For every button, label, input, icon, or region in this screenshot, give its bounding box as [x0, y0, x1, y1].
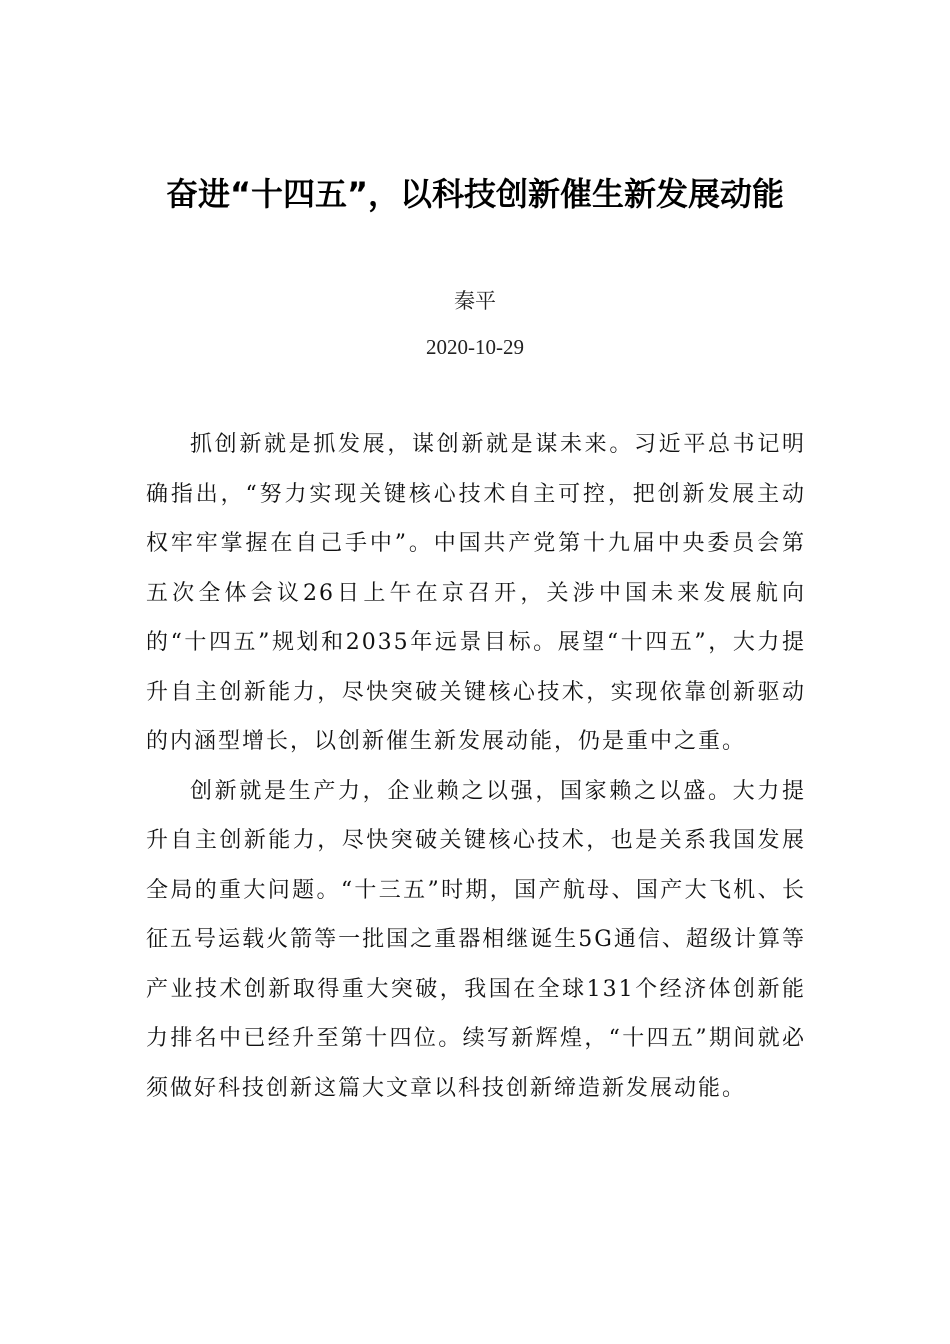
article-body [146, 420, 806, 1113]
paragraph-2: 创新就是生产力，企业赖之以强，国家赖之以盛。大力提升自主创新能力，尽快突破关键核心技术，也是关系我国发展全局的重大问题。“十三五”时期，国产航母、国产大飞机、长征五号运载火箭等一批国之重器相继诞生5G通信、超级计算等产业技术创新取得重大突破，我国在全球131个经济体创新能力排名中已经升至第十四位。续写新辉煌，“十四五”期间就必须做好科技创新这篇大文章以科技创新缔造新发展动能。 [146, 778, 806, 1101]
article-title: 奋进“十四五”，以科技创新催生新发展动能 [165, 175, 785, 213]
article-author: 秦平 [454, 289, 496, 313]
article-date: 2020-10-29 [426, 335, 524, 359]
paragraph-1: 抓创新就是抓发展，谋创新就是谋未来。习近平总书记明确指出，“努力实现关键核心技术自主可控，把创新发展主动权牢牢掌握在自己手中”。中国共产党第十九届中央委员会第五次全体会议26日上午在京召开，关涉中国未来发展航向的“十四五”规划和2035年远景目标。展望“十四五”，大力提升自主创新能力，尽快突破关键核心技术，实现依靠创新驱动的内涵型增长，以创新催生新发展动能，仍是重中之重。 [146, 432, 806, 754]
